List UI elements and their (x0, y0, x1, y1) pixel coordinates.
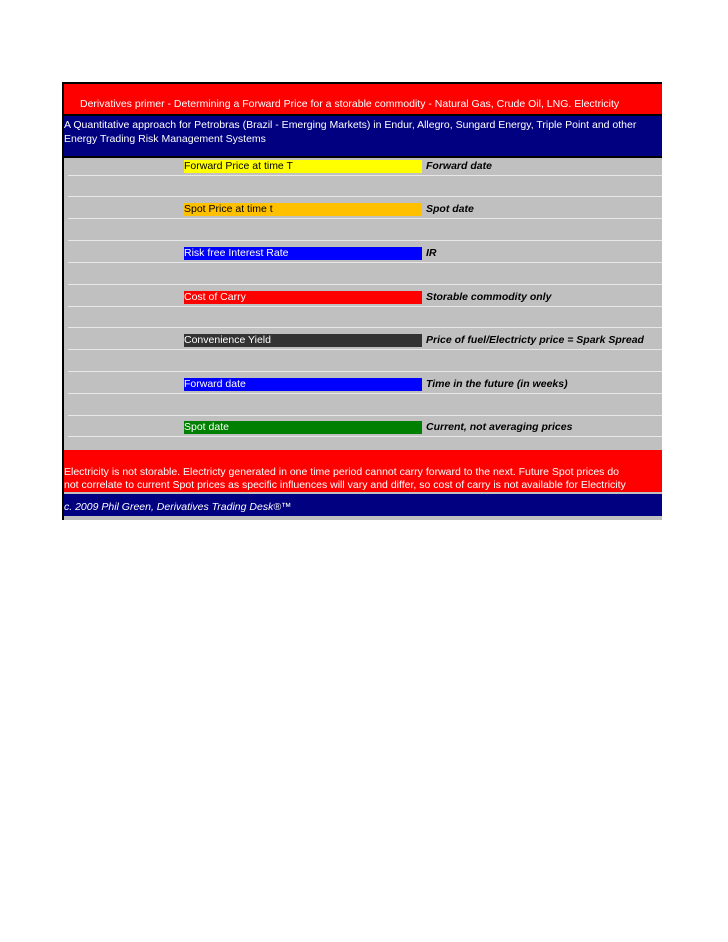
grid-line (68, 262, 662, 263)
spreadsheet-sheet (62, 82, 662, 520)
grid-line (68, 240, 662, 241)
grid-line (68, 306, 662, 307)
subtitle-line-2: Energy Trading Risk Management Systems (64, 133, 266, 145)
subtitle-line-1: A Quantitative approach for Petrobras (Brazil - Emerging Markets) in Endur, Allegro, Sungard Energy, Triple Point and other (64, 119, 637, 131)
definition-cell: Time in the future (in weeks) (426, 378, 568, 390)
definition-cell: IR (426, 247, 437, 259)
grid-line (68, 436, 662, 437)
grid-line (68, 175, 662, 176)
title-bar (64, 84, 662, 114)
subtitle-bar (64, 116, 662, 156)
grid-line (68, 196, 662, 197)
term-cell: Forward Price at time T (184, 160, 422, 173)
definition-cell: Storable commodity only (426, 291, 552, 303)
definition-cell: Spot date (426, 203, 474, 215)
term-cell: Risk free Interest Rate (184, 247, 422, 260)
grid-line (68, 218, 662, 219)
definition-cell: Forward date (426, 160, 492, 172)
footer-note (64, 450, 662, 492)
copyright-credit: c. 2009 Phil Green, Derivatives Trading Desk®™ (64, 501, 292, 513)
credit-bar (64, 494, 662, 516)
term-cell: Forward date (184, 378, 422, 391)
definition-cell: Price of fuel/Electricty price = Spark Spread (426, 334, 644, 346)
grid-line (68, 327, 662, 328)
definition-cell: Current, not averaging prices (426, 421, 573, 433)
grid-line (68, 393, 662, 394)
page-title: Derivatives primer - Determining a Forward Price for a storable commodity - Natural Gas, Crude Oil, LNG. Electricity (80, 98, 620, 110)
grid-line (68, 371, 662, 372)
term-cell: Spot date (184, 421, 422, 434)
footer-note-line-1: Electricity is not storable. Electricty generated in one time period cannot carry forward to the next. Future Spot prices do (64, 466, 620, 478)
grid-line (68, 284, 662, 285)
term-cell: Convenience Yield (184, 334, 422, 347)
term-cell: Cost of Carry (184, 291, 422, 304)
term-cell: Spot Price at time t (184, 203, 422, 216)
footer-note-line-2: not correlate to current Spot prices as specific influences will vary and differ, so cost of carry is not available for Electricity (64, 479, 626, 491)
grid-line (68, 415, 662, 416)
grid-line (68, 349, 662, 350)
